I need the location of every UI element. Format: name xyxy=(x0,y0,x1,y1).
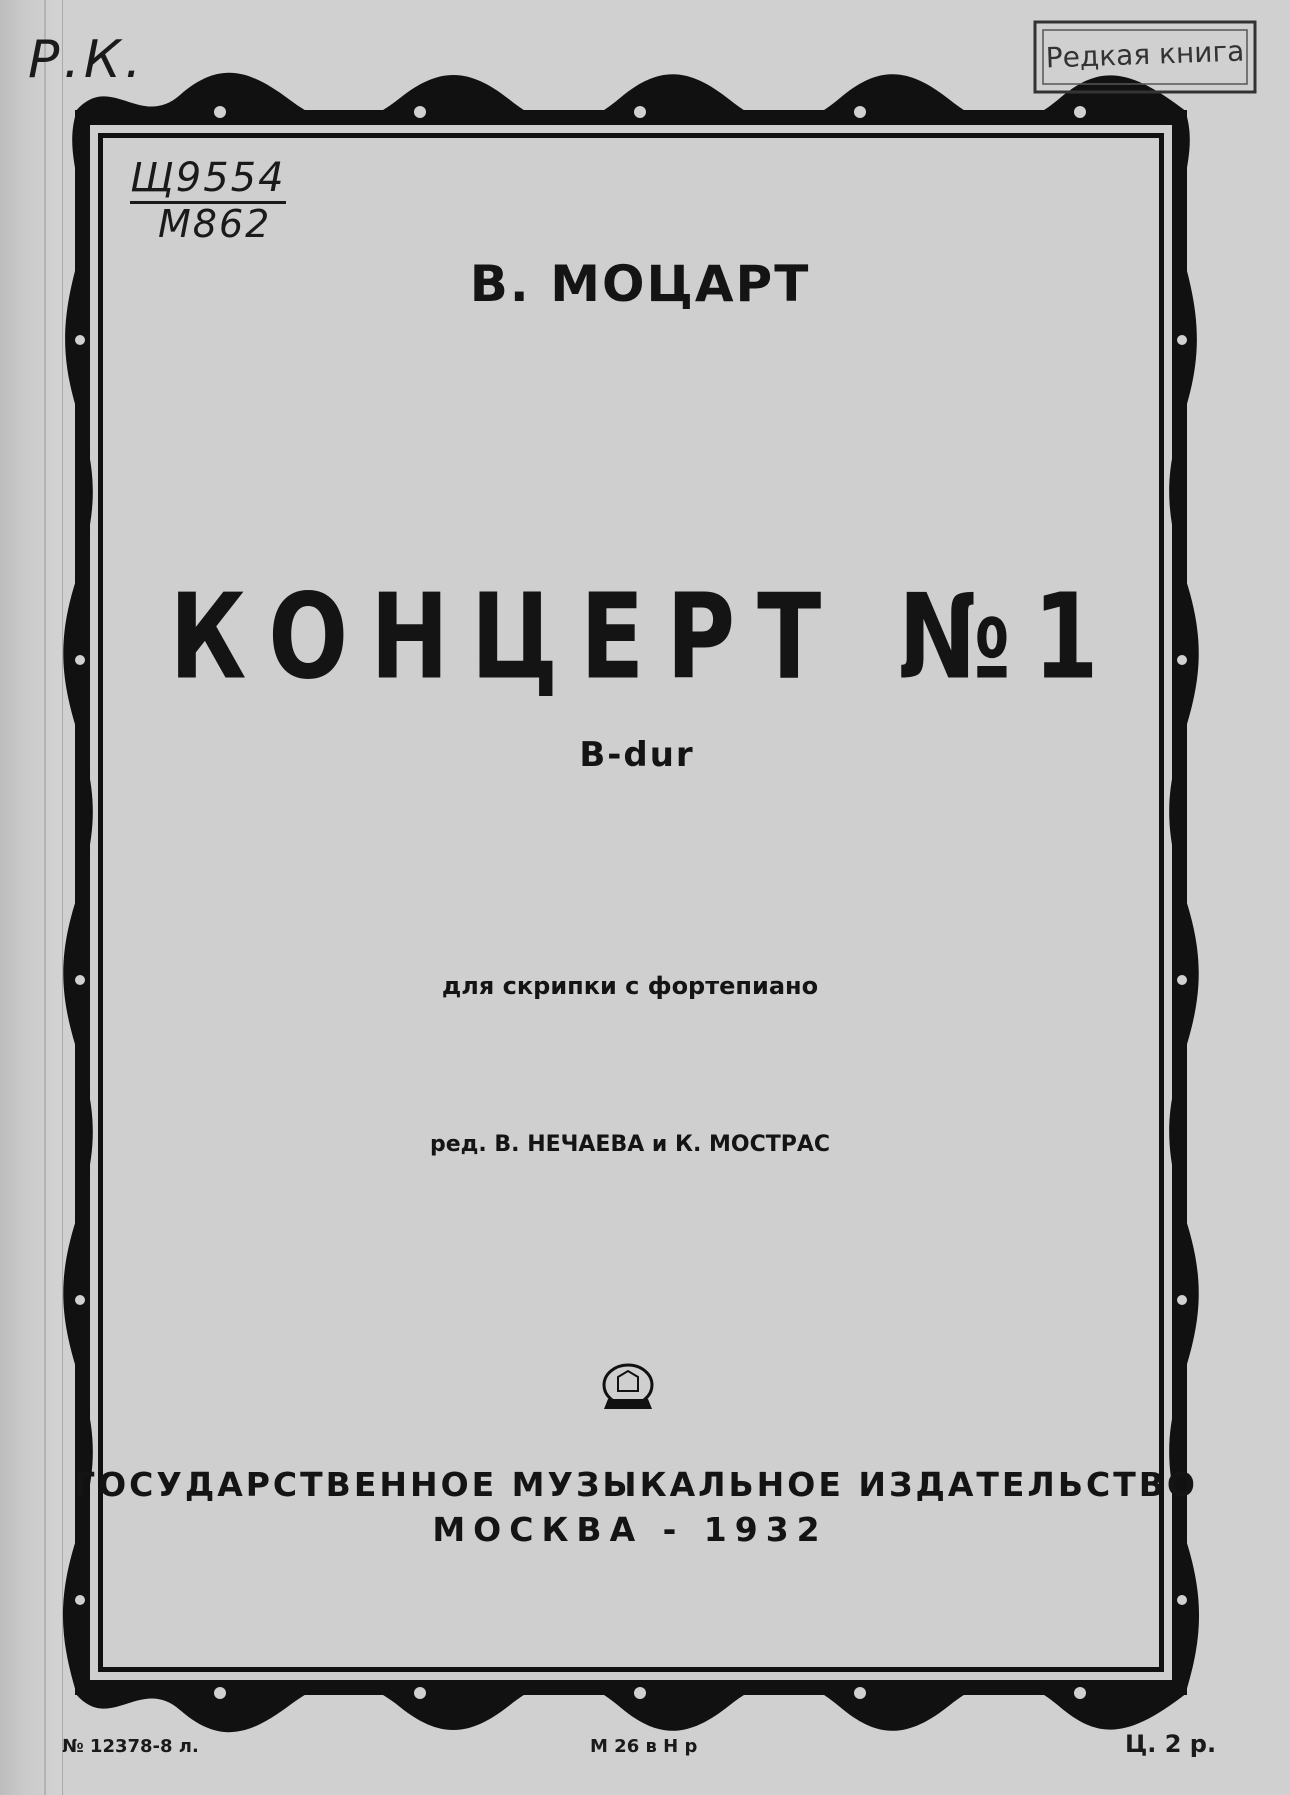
key-signature: B-dur xyxy=(579,735,695,775)
plate-number: № 12378-8 л. xyxy=(62,1736,199,1757)
catalog-code: М 26 в Н р xyxy=(590,1736,698,1757)
publisher-name: ГОСУДАРСТВЕННОЕ МУЗЫКАЛЬНОЕ ИЗДАТЕЛЬСТВО xyxy=(74,1465,1198,1504)
handwritten-initials: Р.К. xyxy=(28,30,146,90)
instrumentation: для скрипки с фортепиано xyxy=(441,972,819,1000)
author-name: В. МОЦАРТ xyxy=(469,255,811,313)
publisher-city-year: МОСКВА - 1932 xyxy=(432,1510,828,1549)
publisher-emblem-icon xyxy=(604,1365,652,1409)
shelf-mark-line-2: М862 xyxy=(158,202,272,246)
shelf-mark-line-1: Щ9554 xyxy=(130,155,286,204)
rare-book-stamp: Редкая книга xyxy=(1045,34,1245,75)
editors: ред. В. НЕЧАЕВА и К. МОСТРАС xyxy=(429,1132,831,1157)
price: Ц. 2 р. xyxy=(1125,1730,1217,1758)
work-title: КОНЦЕРТ №1 xyxy=(169,570,1121,707)
